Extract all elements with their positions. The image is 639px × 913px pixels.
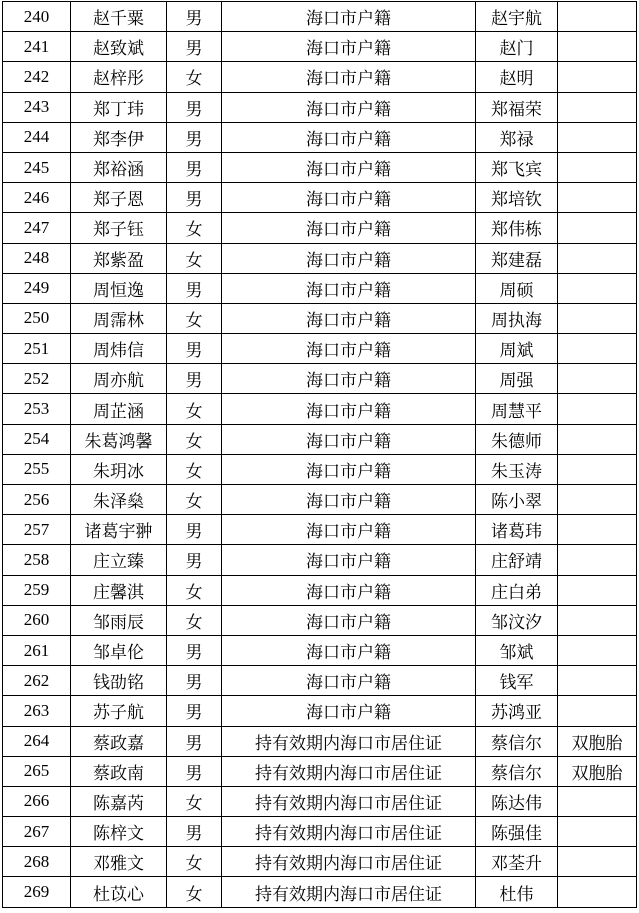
residence-type-cell: 海口市户籍: [222, 605, 476, 635]
gender-cell: 男: [167, 92, 222, 122]
gender-cell: 女: [167, 243, 222, 273]
table-row: [3, 726, 637, 756]
guardian-name-cell: 赵门: [476, 32, 558, 62]
remark-cell: [558, 696, 637, 726]
table-row: [3, 303, 637, 333]
guardian-name-cell: 周硕: [476, 273, 558, 303]
remark-cell: [558, 183, 637, 213]
row-number-cell: 258: [3, 545, 71, 575]
table-row: [3, 575, 637, 605]
row-number-cell: 246: [3, 183, 71, 213]
gender-cell: 男: [167, 273, 222, 303]
table-row: [3, 334, 637, 364]
row-number-cell: 255: [3, 454, 71, 484]
remark-cell: [558, 62, 637, 92]
row-number-cell: 254: [3, 424, 71, 454]
student-name-cell: 钱劭铭: [71, 666, 167, 696]
guardian-name-cell: 杜伟: [476, 877, 558, 907]
gender-cell: 女: [167, 424, 222, 454]
residence-type-cell: 海口市户籍: [222, 485, 476, 515]
residence-type-cell: 持有效期内海口市居住证: [222, 786, 476, 816]
row-number-cell: 240: [3, 2, 71, 32]
residence-type-cell: 持有效期内海口市居住证: [222, 756, 476, 786]
remark-cell: [558, 847, 637, 877]
gender-cell: 男: [167, 152, 222, 182]
remark-cell: [558, 605, 637, 635]
residence-type-cell: 海口市户籍: [222, 454, 476, 484]
guardian-name-cell: 陈达伟: [476, 786, 558, 816]
student-name-cell: 庄立臻: [71, 545, 167, 575]
student-name-cell: 蔡政嘉: [71, 726, 167, 756]
gender-cell: 男: [167, 122, 222, 152]
row-number-cell: 244: [3, 122, 71, 152]
student-name-cell: 郑子钰: [71, 213, 167, 243]
guardian-name-cell: 诸葛玮: [476, 515, 558, 545]
student-name-cell: 赵梓彤: [71, 62, 167, 92]
guardian-name-cell: 郑建磊: [476, 243, 558, 273]
table-row: [3, 122, 637, 152]
residence-type-cell: 海口市户籍: [222, 122, 476, 152]
residence-type-cell: 海口市户籍: [222, 575, 476, 605]
residence-type-cell: 海口市户籍: [222, 364, 476, 394]
guardian-name-cell: 郑福荣: [476, 92, 558, 122]
gender-cell: 男: [167, 2, 222, 32]
residence-type-cell: 海口市户籍: [222, 545, 476, 575]
gender-cell: 男: [167, 756, 222, 786]
gender-cell: 男: [167, 545, 222, 575]
remark-cell: [558, 424, 637, 454]
student-name-cell: 邹卓伦: [71, 635, 167, 665]
table-row: [3, 847, 637, 877]
table-row: [3, 32, 637, 62]
remark-cell: [558, 122, 637, 152]
guardian-name-cell: 钱军: [476, 666, 558, 696]
student-name-cell: 赵千粟: [71, 2, 167, 32]
student-name-cell: 周芷涵: [71, 394, 167, 424]
row-number-cell: 260: [3, 605, 71, 635]
gender-cell: 男: [167, 696, 222, 726]
gender-cell: 男: [167, 32, 222, 62]
remark-cell: [558, 454, 637, 484]
remark-cell: [558, 303, 637, 333]
table-row: [3, 183, 637, 213]
remark-cell: [558, 545, 637, 575]
student-name-cell: 赵致斌: [71, 32, 167, 62]
gender-cell: 女: [167, 213, 222, 243]
row-number-cell: 259: [3, 575, 71, 605]
residence-type-cell: 海口市户籍: [222, 273, 476, 303]
guardian-name-cell: 朱德师: [476, 424, 558, 454]
row-number-cell: 241: [3, 32, 71, 62]
gender-cell: 男: [167, 515, 222, 545]
residence-type-cell: 海口市户籍: [222, 213, 476, 243]
student-name-cell: 郑子恩: [71, 183, 167, 213]
guardian-name-cell: 周斌: [476, 334, 558, 364]
table-row: [3, 394, 637, 424]
remark-cell: [558, 32, 637, 62]
table-row: [3, 273, 637, 303]
table-row: [3, 786, 637, 816]
student-name-cell: 朱葛鸿馨: [71, 424, 167, 454]
row-number-cell: 242: [3, 62, 71, 92]
table-row: [3, 756, 637, 786]
gender-cell: 女: [167, 485, 222, 515]
remark-cell: [558, 364, 637, 394]
student-name-cell: 苏子航: [71, 696, 167, 726]
remark-cell: [558, 273, 637, 303]
guardian-name-cell: 苏鸿亚: [476, 696, 558, 726]
student-name-cell: 周霈林: [71, 303, 167, 333]
gender-cell: 女: [167, 605, 222, 635]
residence-type-cell: 海口市户籍: [222, 666, 476, 696]
student-name-cell: 郑丁玮: [71, 92, 167, 122]
roster-table: [2, 1, 637, 908]
residence-type-cell: 海口市户籍: [222, 243, 476, 273]
guardian-name-cell: 周执海: [476, 303, 558, 333]
residence-type-cell: 海口市户籍: [222, 394, 476, 424]
row-number-cell: 245: [3, 152, 71, 182]
remark-cell: [558, 92, 637, 122]
residence-type-cell: 海口市户籍: [222, 32, 476, 62]
remark-cell: [558, 635, 637, 665]
gender-cell: 男: [167, 666, 222, 696]
residence-type-cell: 持有效期内海口市居住证: [222, 726, 476, 756]
guardian-name-cell: 周强: [476, 364, 558, 394]
row-number-cell: 263: [3, 696, 71, 726]
guardian-name-cell: 郑飞宾: [476, 152, 558, 182]
table-row: [3, 213, 637, 243]
gender-cell: 女: [167, 877, 222, 907]
residence-type-cell: 海口市户籍: [222, 334, 476, 364]
table-row: [3, 364, 637, 394]
roster-body: [3, 2, 637, 908]
guardian-name-cell: 蔡信尔: [476, 756, 558, 786]
table-row: [3, 62, 637, 92]
guardian-name-cell: 邓荃升: [476, 847, 558, 877]
student-name-cell: 郑紫盈: [71, 243, 167, 273]
remark-cell: 双胞胎: [558, 726, 637, 756]
guardian-name-cell: 邹汶汐: [476, 605, 558, 635]
student-name-cell: 邹雨辰: [71, 605, 167, 635]
student-name-cell: 郑裕涵: [71, 152, 167, 182]
guardian-name-cell: 郑培钦: [476, 183, 558, 213]
student-name-cell: 蔡政南: [71, 756, 167, 786]
remark-cell: [558, 334, 637, 364]
remark-cell: [558, 485, 637, 515]
remark-cell: [558, 213, 637, 243]
residence-type-cell: 海口市户籍: [222, 2, 476, 32]
gender-cell: 女: [167, 62, 222, 92]
guardian-name-cell: 赵宇航: [476, 2, 558, 32]
table-row: [3, 545, 637, 575]
row-number-cell: 266: [3, 786, 71, 816]
table-row: [3, 424, 637, 454]
gender-cell: 女: [167, 786, 222, 816]
student-name-cell: 周炜信: [71, 334, 167, 364]
row-number-cell: 253: [3, 394, 71, 424]
gender-cell: 女: [167, 303, 222, 333]
table-row: [3, 515, 637, 545]
residence-type-cell: 海口市户籍: [222, 183, 476, 213]
residence-type-cell: 海口市户籍: [222, 635, 476, 665]
student-name-cell: 朱玥冰: [71, 454, 167, 484]
guardian-name-cell: 蔡信尔: [476, 726, 558, 756]
table-row: [3, 817, 637, 847]
student-name-cell: 庄馨淇: [71, 575, 167, 605]
row-number-cell: 251: [3, 334, 71, 364]
gender-cell: 男: [167, 726, 222, 756]
remark-cell: [558, 394, 637, 424]
gender-cell: 男: [167, 183, 222, 213]
row-number-cell: 248: [3, 243, 71, 273]
gender-cell: 女: [167, 394, 222, 424]
residence-type-cell: 海口市户籍: [222, 92, 476, 122]
table-row: [3, 635, 637, 665]
residence-type-cell: 持有效期内海口市居住证: [222, 817, 476, 847]
guardian-name-cell: 周慧平: [476, 394, 558, 424]
row-number-cell: 243: [3, 92, 71, 122]
gender-cell: 男: [167, 334, 222, 364]
student-name-cell: 邓雅文: [71, 847, 167, 877]
row-number-cell: 268: [3, 847, 71, 877]
table-row: [3, 485, 637, 515]
table-row: [3, 877, 637, 907]
gender-cell: 男: [167, 364, 222, 394]
row-number-cell: 267: [3, 817, 71, 847]
row-number-cell: 262: [3, 666, 71, 696]
gender-cell: 女: [167, 847, 222, 877]
remark-cell: [558, 243, 637, 273]
row-number-cell: 256: [3, 485, 71, 515]
remark-cell: [558, 666, 637, 696]
table-row: [3, 696, 637, 726]
row-number-cell: 247: [3, 213, 71, 243]
remark-cell: [558, 152, 637, 182]
table-row: [3, 605, 637, 635]
row-number-cell: 257: [3, 515, 71, 545]
residence-type-cell: 海口市户籍: [222, 696, 476, 726]
student-name-cell: 陈梓文: [71, 817, 167, 847]
table-row: [3, 243, 637, 273]
remark-cell: [558, 786, 637, 816]
row-number-cell: 252: [3, 364, 71, 394]
row-number-cell: 264: [3, 726, 71, 756]
student-name-cell: 周恒逸: [71, 273, 167, 303]
table-row: [3, 2, 637, 32]
gender-cell: 男: [167, 635, 222, 665]
remark-cell: [558, 817, 637, 847]
guardian-name-cell: 庄舒靖: [476, 545, 558, 575]
residence-type-cell: 持有效期内海口市居住证: [222, 847, 476, 877]
row-number-cell: 250: [3, 303, 71, 333]
residence-type-cell: 海口市户籍: [222, 515, 476, 545]
student-name-cell: 陈嘉芮: [71, 786, 167, 816]
remark-cell: [558, 515, 637, 545]
table-row: [3, 152, 637, 182]
residence-type-cell: 海口市户籍: [222, 303, 476, 333]
table-row: [3, 454, 637, 484]
row-number-cell: 265: [3, 756, 71, 786]
student-name-cell: 杜苡心: [71, 877, 167, 907]
student-name-cell: 朱泽燊: [71, 485, 167, 515]
residence-type-cell: 持有效期内海口市居住证: [222, 877, 476, 907]
guardian-name-cell: 赵明: [476, 62, 558, 92]
table-row: [3, 666, 637, 696]
guardian-name-cell: 郑禄: [476, 122, 558, 152]
gender-cell: 男: [167, 817, 222, 847]
row-number-cell: 261: [3, 635, 71, 665]
student-name-cell: 郑李伊: [71, 122, 167, 152]
guardian-name-cell: 郑伟栋: [476, 213, 558, 243]
residence-type-cell: 海口市户籍: [222, 152, 476, 182]
table-row: [3, 92, 637, 122]
guardian-name-cell: 邹斌: [476, 635, 558, 665]
remark-cell: [558, 2, 637, 32]
remark-cell: [558, 877, 637, 907]
student-name-cell: 诸葛宇翀: [71, 515, 167, 545]
remark-cell: 双胞胎: [558, 756, 637, 786]
gender-cell: 女: [167, 454, 222, 484]
residence-type-cell: 海口市户籍: [222, 62, 476, 92]
residence-type-cell: 海口市户籍: [222, 424, 476, 454]
guardian-name-cell: 陈小翠: [476, 485, 558, 515]
guardian-name-cell: 陈强佳: [476, 817, 558, 847]
guardian-name-cell: 朱玉涛: [476, 454, 558, 484]
gender-cell: 女: [167, 575, 222, 605]
guardian-name-cell: 庄白弟: [476, 575, 558, 605]
row-number-cell: 269: [3, 877, 71, 907]
row-number-cell: 249: [3, 273, 71, 303]
student-name-cell: 周亦航: [71, 364, 167, 394]
remark-cell: [558, 575, 637, 605]
